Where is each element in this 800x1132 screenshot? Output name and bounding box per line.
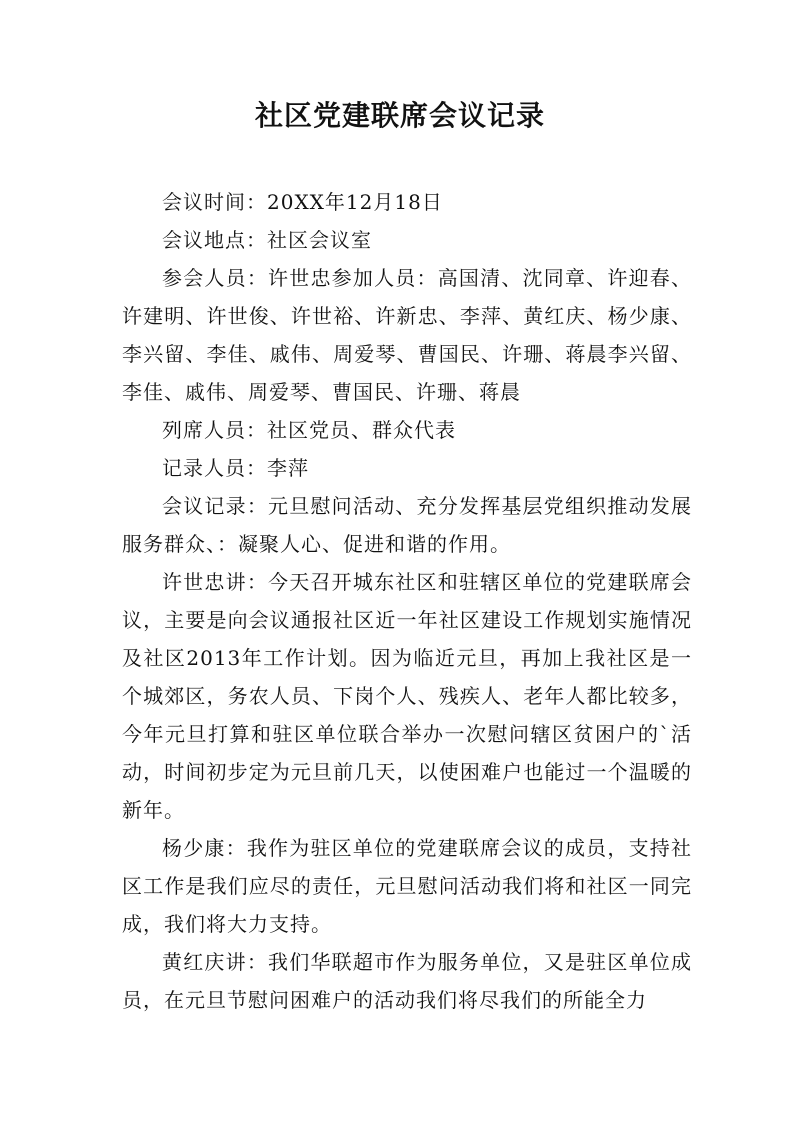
recorder-paragraph: 记录人员：李萍 — [162, 456, 309, 480]
speech-paragraph: 许世忠讲：今天召开城东社区和驻辖区单位的党建联席会议，主要是向会议通报社区近一年社区建设工作规划实施情况及社区2013年工作计划。因为临近元旦，再加上我社区是一个城郊区，务农人员、下岗个人、残疾人、老年人都比较多，今年元旦打算和驻区单位联合举办一次慰问辖区贫困户的`活动，时间初步定为元旦前几天，以使困难户也能过一个温暖的新年。 — [122, 570, 692, 822]
attendees-paragraph: 参会人员：许世忠参加人员：高国清、沈同章、许迎春、许建明、许世俊、许世裕、许新忠、李萍、黄红庆、杨少康、李兴留、李佳、戚伟、周爱琴、曹国民、许珊、蒋晨李兴留、李佳、戚伟、周爱琴、曹国民、许珊、蒋晨 — [122, 266, 692, 404]
meeting-location-paragraph: 会议地点：社区会议室 — [162, 228, 372, 252]
meeting-time-paragraph: 会议时间：20XX年12月18日 — [162, 190, 443, 214]
observers-paragraph: 列席人员：社区党员、群众代表 — [162, 418, 456, 442]
meeting-summary-paragraph: 会议记录：元旦慰问活动、充分发挥基层党组织推动发展服务群众、：凝聚人心、促进和谐的作用。 — [122, 494, 692, 556]
speech-paragraph: 黄红庆讲：我们华联超市作为服务单位，又是驻区单位成员，在元旦节慰问困难户的活动我们将尽我们的所能全力 — [122, 950, 692, 1012]
speech-paragraph: 杨少康：我作为驻区单位的党建联席会议的成员，支持社区工作是我们应尽的责任，元旦慰问活动我们将和社区一同完成，我们将大力支持。 — [122, 836, 692, 936]
document-title: 社区党建联席会议记录 — [254, 99, 545, 132]
document-body — [122, 183, 692, 1019]
